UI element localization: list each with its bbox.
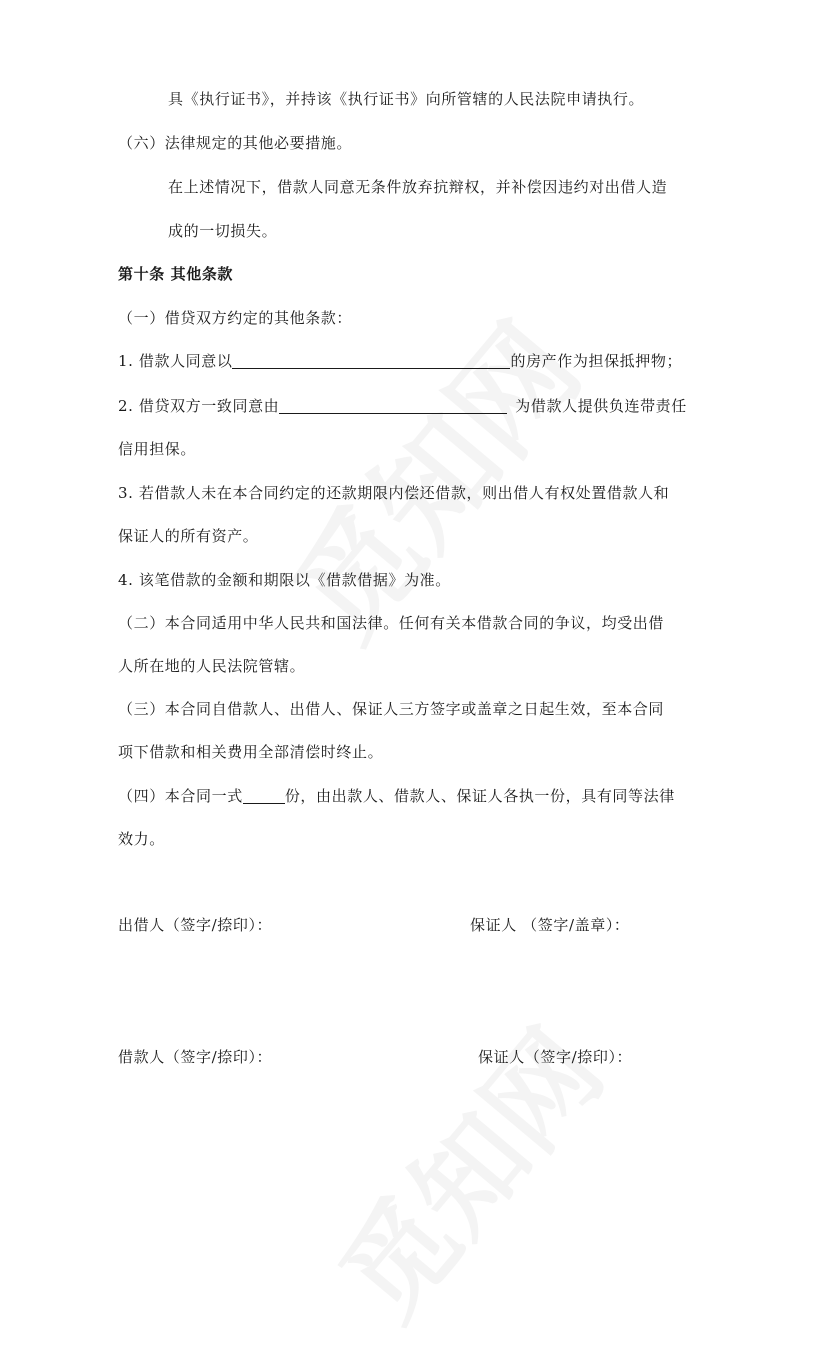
paragraph-text: （六）法律规定的其他必要措施。: [118, 134, 353, 152]
clause-text: （四）本合同一式: [118, 787, 243, 805]
paragraph-text: 3. 若借款人未在本合同约定的还款期限内偿还借款，则出借人有权处置借款人和: [118, 484, 670, 502]
lender-signature-label: 出借人（签字/捺印）：: [118, 916, 273, 934]
clause-text: 2. 借贷双方一致同意由: [118, 397, 280, 415]
paragraph-text: 具《执行证书》，并持该《执行证书》向所管辖的人民法院申请执行。: [168, 90, 645, 108]
paragraph-text: （二）本合同适用中华人民共和国法律。任何有关本借款合同的争议，均受出借: [118, 614, 665, 632]
clause-text: 1. 借款人同意以: [118, 352, 233, 370]
clause-text: 为借款人提供负连带责任: [515, 397, 687, 415]
paragraph-text: 人所在地的人民法院管辖。: [118, 657, 306, 675]
paragraph-text: 项下借款和相关费用全部清偿时终止。: [118, 743, 384, 761]
paragraph-text: 成的一切损失。: [168, 222, 278, 240]
borrower-signature-label: 借款人（签字/捺印）：: [118, 1048, 273, 1066]
clause-text: 的房产作为担保抵押物；: [510, 352, 683, 370]
paragraph-text: 保证人的所有资产。: [118, 527, 259, 545]
guarantor-seal-signature-label: 保证人 （签字/盖章）：: [470, 916, 630, 934]
clause-guarantor: [118, 395, 687, 416]
copies-blank-field[interactable]: [243, 787, 285, 804]
clause-copies: [118, 785, 675, 806]
paragraph-text: 信用担保。: [118, 440, 197, 458]
watermark: [298, 992, 631, 1346]
paragraph-text: 在上述情况下，借款人同意无条件放弃抗辩权，并补偿因违约对出借人造: [168, 178, 668, 196]
paragraph-text: （三）本合同自借款人、出借人、保证人三方签字或盖章之日起生效，至本合同: [118, 700, 665, 718]
guarantor-blank-field[interactable]: [279, 397, 507, 414]
property-blank-field[interactable]: [232, 352, 510, 369]
clause-text: 份，由出款人、借款人、保证人各执一份，具有同等法律: [284, 787, 675, 805]
guarantor-print-signature-label: 保证人（签字/捺印）：: [478, 1048, 633, 1066]
section-heading: 第十条 其他条款: [118, 265, 234, 283]
paragraph-text: 4. 该笔借款的金额和期限以《借款借据》为准。: [118, 571, 451, 589]
paragraph-text: （一）借贷双方约定的其他条款：: [118, 309, 353, 327]
paragraph-text: 效力。: [118, 830, 165, 848]
clause-property-collateral: [118, 350, 682, 371]
